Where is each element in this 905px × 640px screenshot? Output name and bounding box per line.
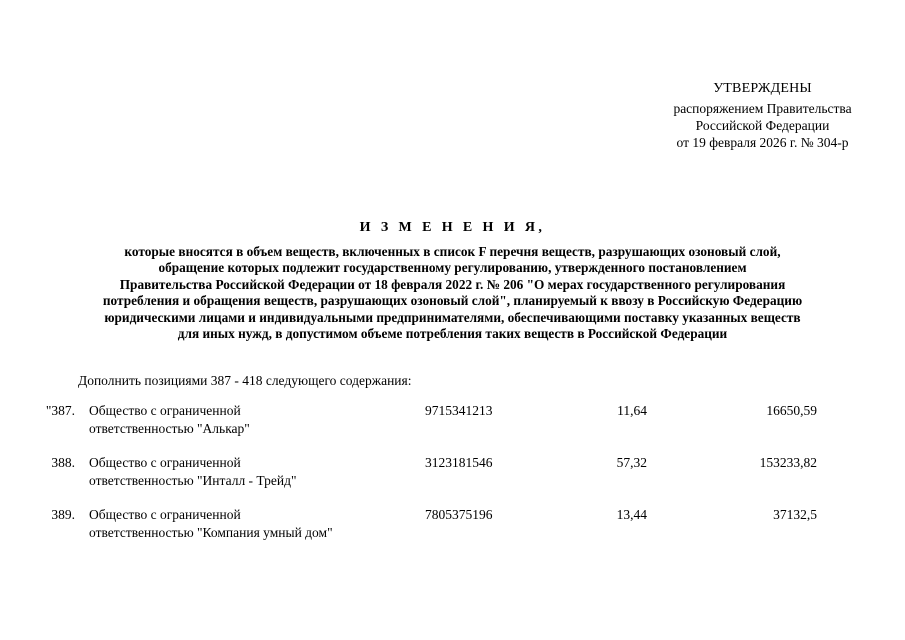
company-inn: 7805375196 [425,507,493,522]
document-subtitle-line: юридическими лицами и индивидуальными предпринимателями, обеспечивающими поставку указанных веществ [104,309,801,325]
company-name [89,506,389,542]
company-name-line: Общество с ограниченной [89,403,241,418]
company-name-line: Общество с ограниченной [89,507,241,522]
volume-value: 37132,5 [773,507,817,522]
quantity-value: 13,44 [616,507,647,522]
volume-value: 153233,82 [759,455,817,470]
approval-stamp [640,80,885,151]
positions-table [0,402,905,558]
company-inn: 3123181546 [425,455,493,470]
company-name-line: ответственностью "Алькар" [89,421,250,436]
document-subtitle-line: потребления и обращения веществ, разрушающих озоновый слой", планируемый к ввозу в Российскую Федерацию [102,293,803,309]
document-title-block [40,219,865,342]
document-subtitle-line: обращение которых подлежит государственному регулированию, утвержденного постановлением [158,260,747,276]
company-inn: 9715341213 [425,403,493,418]
approval-line: распоряжением Правительства [673,101,852,116]
company-name-line: ответственностью "Инталл - Трейд" [89,473,297,488]
document-heading: И З М Е Н Е Н И Я, [359,220,546,235]
quantity-value: 11,64 [617,403,647,418]
company-name [89,454,389,490]
row-number: "387. [45,403,75,418]
company-name-line: ответственностью "Компания умный дом" [89,525,333,540]
intro-text: Дополнить позициями 387 - 418 следующего содержания: [78,373,412,388]
company-name-line: Общество с ограниченной [89,455,241,470]
volume-value: 16650,59 [766,403,817,418]
table-row [0,402,905,454]
approval-heading: УТВЕРЖДЕНЫ [713,81,812,96]
table-row [0,506,905,558]
approval-line: от 19 февраля 2026 г. № 304-р [676,135,849,150]
row-number: 388. [51,455,75,470]
approval-line: Российской Федерации [695,118,830,133]
document-subtitle-line: которые вносятся в объем веществ, включенных в список F перечня веществ, разрушающих озоновый слой, [124,244,781,259]
document-subtitle-line: для иных нужд, в допустимом объеме потребления таких веществ в Российской Федерации [177,326,728,342]
table-row [0,454,905,506]
document-subtitle-line: Правительства Российской Федерации от 18 февраля 2022 г. № 206 "О мерах государственного регулирования [119,276,786,292]
company-name [89,402,389,438]
row-number: 389. [51,507,75,522]
quantity-value: 57,32 [616,455,647,470]
